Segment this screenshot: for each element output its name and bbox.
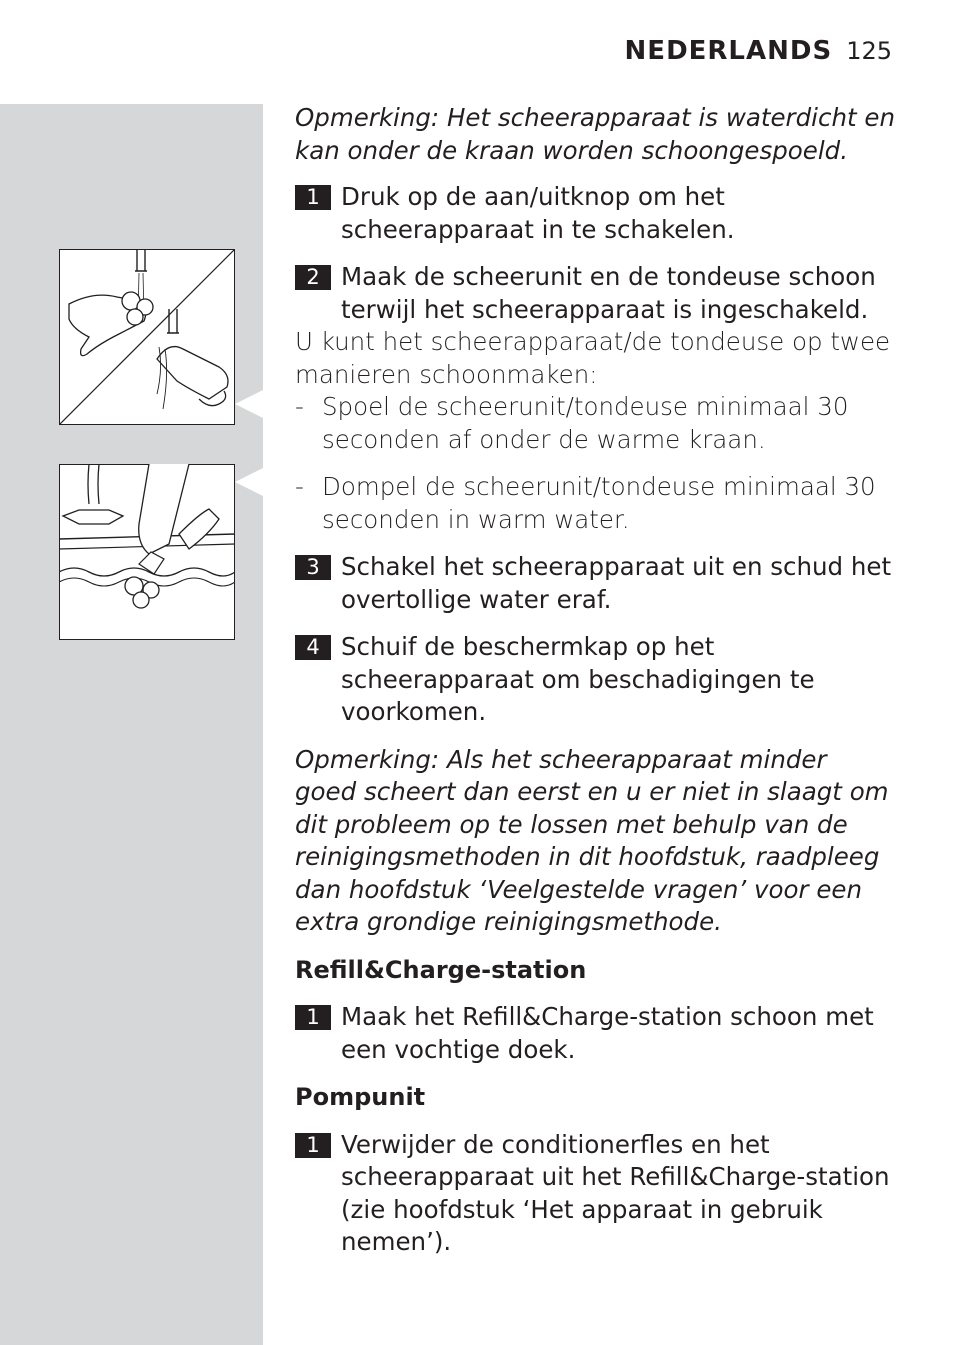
step-number: 2 [295,265,331,290]
illustration-pointer [235,388,265,420]
step-text: Druk op de aan/uitknop om het scheerapparaat in te schakelen. [341,182,735,244]
refill-step-1 [295,1001,895,1066]
bullet-text: Spoel de scheerunit/tondeuse minimaal 30 seconden af onder de warme kraan. [322,392,849,454]
step-text: Maak het Refill&Charge-station schoon met een vochtige doek. [341,1002,874,1064]
step-number: 3 [295,555,331,580]
step-text: Schuif de beschermkap op het scheerapparaat om beschadigingen te voorkomen. [341,632,815,726]
shaver-dip-in-water-icon [59,464,235,640]
illustration-rinse [59,249,235,425]
pump-step-1 [295,1129,895,1259]
illustration-dip [59,464,235,640]
step-2 [295,261,895,326]
step-1 [295,181,895,246]
page-header [625,36,892,66]
step-3 [295,551,895,616]
step-text: Verwijder de conditionerfles en het scheerapparaat uit het Refill&Charge-station (zie hoofdstuk ‘Het apparaat in gebruik nemen’). [341,1129,890,1256]
step-number: 1 [295,1005,331,1030]
step-number: 1 [295,185,331,210]
main-content [295,102,895,1259]
section-heading-refill-charge: Refill&Charge-station [295,955,587,984]
step-4 [295,631,895,729]
bullet-text: Dompel de scheerunit/tondeuse minimaal 30 seconden in warm water. [322,472,876,534]
step-text: Schakel het scheerapparaat uit en schud het overtollige water eraf. [341,552,892,614]
shaver-rinse-under-tap-icon [59,249,235,425]
bullet-rinse: - Spoel de scheerunit/tondeuse minimaal 30 seconden af onder de warme kraan. [295,391,895,456]
step-number: 4 [295,635,331,660]
cleaning-methods-intro: U kunt het scheerapparaat/de tondeuse op twee manieren schoonmaken: [295,327,891,389]
language-heading: NEDERLANDS [624,36,833,66]
bullet-dip: - Dompel de scheerunit/tondeuse minimaal 30 seconden in warm water. [295,471,895,536]
note-cleaning: Opmerking: Als het scheerapparaat minder goed scheert dan eerst en u er niet in slaagt om dit probleem op te lossen met behulp van de reinigingsmethoden in dit hoofdstuk, raadpleeg dan hoofdstuk ‘Veelgestelde vragen’ voor een extra grondige reinigingsmethode. [295,744,889,936]
page-number: 125 [846,37,892,65]
step-text: Maak de scheerunit en de tondeuse schoon terwijl het scheerapparaat is ingeschakeld. [341,262,876,324]
section-heading-pompunit: Pompunit [295,1083,426,1111]
note-waterproof: Opmerking: Het scheerapparaat is waterdicht en kan onder de kraan worden schoongespoeld. [295,103,895,165]
step-number: 1 [295,1133,331,1158]
illustration-pointer [235,466,265,498]
